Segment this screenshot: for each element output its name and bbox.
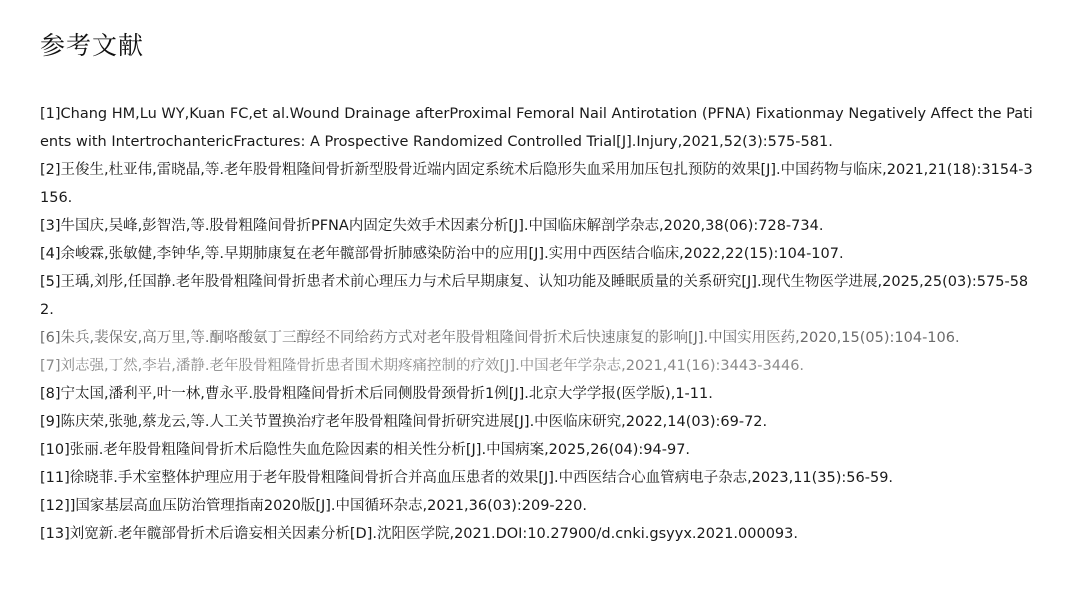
reference-item: [12]]国家基层高血压防治管理指南2020版[J].中国循环杂志,2021,36(03):209-220.: [40, 498, 587, 514]
reference-list: [40, 100, 1040, 548]
reference-item: [5]王瑀,刘彤,任国静.老年股骨粗隆间骨折患者术前心理压力与术后早期康复、认知功能及睡眠质量的关系研究[J].现代生物医学进展,2025,25(03):575-582.: [40, 274, 1029, 318]
reference-item: [2]王俊生,杜亚伟,雷晓晶,等.老年股骨粗隆间骨折新型股骨近端内固定系统术后隐形失血采用加压包扎预防的效果[J].中国药物与临床,2021,21(18):3154-3156.: [40, 162, 1033, 206]
page-title: 参考文献: [40, 31, 145, 60]
reference-item: [9]陈庆荣,张驰,蔡龙云,等.人工关节置换治疗老年股骨粗隆间骨折研究进展[J].中医临床研究,2022,14(03):69-72.: [40, 414, 768, 430]
reference-item: [13]刘宽新.老年髋部骨折术后谵妄相关因素分析[D].沈阳医学院,2021.DOI:10.27900/d.cnki.gsyyx.2021.000093.: [40, 526, 798, 542]
reference-item: [4]余峻霖,张敏健,李钟华,等.早期肺康复在老年髋部骨折肺感染防治中的应用[J].实用中西医结合临床,2022,22(15):104-107.: [40, 246, 844, 262]
reference-item: [6]朱兵,裴保安,高万里,等.酮咯酸氨丁三醇经不同给药方式对老年股骨粗隆间骨折术后快速康复的影响[J].中国实用医药,2020,15(05):104-106.: [40, 330, 960, 346]
reference-item: [8]宁太国,潘利平,叶一林,曹永平.股骨粗隆间骨折术后同侧股骨颈骨折1例[J].北京大学学报(医学版),1-11.: [40, 386, 713, 402]
reference-item: [3]牛国庆,吴峰,彭智浩,等.股骨粗隆间骨折PFNA内固定失效手术因素分析[J].中国临床解剖学杂志,2020,38(06):728-734.: [40, 218, 824, 234]
document-page: [40, 28, 1040, 548]
reference-item: [1]Chang HM,Lu WY,Kuan FC,et al.Wound Drainage afterProximal Femoral Nail Antirotation (PFNA) Fixationmay Negatively Affect the Patients with IntertrochantericFractures: A Prospective Randomized Controlled Trial[J].Injury,2021,52(3):575-581.: [40, 106, 1033, 150]
reference-item: [11]徐晓菲.手术室整体护理应用于老年股骨粗隆间骨折合并高血压患者的效果[J].中西医结合心血管病电子杂志,2023,11(35):56-59.: [40, 470, 894, 486]
reference-item: [7]刘志强,丁然,李岩,潘静.老年股骨粗隆骨折患者围术期疼痛控制的疗效[J].中国老年学杂志,2021,41(16):3443-3446.: [40, 358, 805, 374]
reference-item: [10]张丽.老年股骨粗隆间骨折术后隐性失血危险因素的相关性分析[J].中国病案,2025,26(04):94-97.: [40, 442, 691, 458]
